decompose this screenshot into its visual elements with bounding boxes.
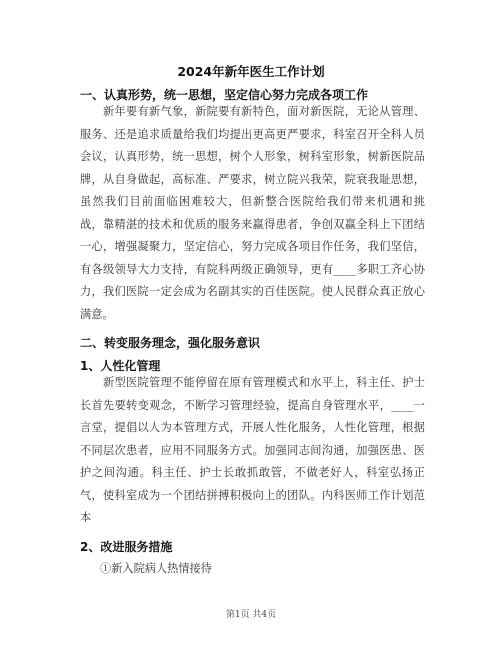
paragraph-line: 长首先要转变观念，不断学习管理经验，提高自身管理水平，____一 [80, 398, 425, 412]
paragraph-line: 护之间沟通。科主任、护士长敢抓敢管，不做老好人，科室弘扬正 [80, 466, 425, 479]
paragraph-line: 言堂，提倡以人为本管理方式，开展人性化服务，人性化管理，根据 [80, 421, 425, 434]
paragraph-line: 力，我们医院一定会成为名副其实的百佳医院。使人民群众真正放心 [80, 285, 425, 298]
paragraph-line: 本 [80, 511, 92, 524]
paragraph-line: 不同层次患者，应用不同服务方式。加强同志间沟通，加强医患、医 [80, 443, 425, 457]
subheading-1: 1、人性化管理 [80, 359, 161, 373]
page-title: 2024年新年医生工作计划 [177, 64, 325, 79]
paragraph-line: 服务、还是追求质量给我们均提出更高更严要求，科室召开全科人员 [80, 127, 425, 141]
paragraph-line: 满意。 [80, 307, 114, 321]
paragraph-line: 战，靠精湛的技术和优质的服务来赢得患者，争创双赢全科上下团结 [80, 217, 425, 231]
subheading-2: 2、改进服务措施 [80, 540, 173, 554]
section-heading-2: 二、转变服务理念，强化服务意识 [80, 336, 261, 350]
paragraph-2 [80, 372, 425, 530]
paragraph-1 [80, 101, 425, 326]
paragraph-line: 气，使科室成为一个团结拼搏积极向上的团队。内科医师工作计划范 [80, 488, 425, 502]
paragraph-line: 牌，从自身做起，高标准、严要求，树立院兴我荣，院衰我耻思想， [80, 172, 425, 186]
section-heading-1: 一、认真形势，统一思想，坚定信心努力完成各项工作 [80, 88, 369, 102]
paragraph-line: 虽然我们目前面临困难较大，但新整合医院给我们带来机遇和挑 [80, 195, 425, 208]
paragraph-line: 新年要有新气象，新院要有新特色，面对新医院，无论从管理、 [80, 105, 425, 118]
paragraph-line: 新型医院管理不能停留在原有管理模式和水平上，科主任、护士 [80, 376, 425, 389]
page-footer: 第1页 共4页 [225, 610, 277, 620]
paragraph-line: 有各级领导大力支持，有院科两级正确领导，更有____多职工齐心协 [80, 262, 425, 276]
list-item: ①新入院病人热情接待 [100, 562, 212, 575]
paragraph-line: 一心，增强凝聚力，坚定信心，努力完成各项目作任务，我们坚信， [80, 240, 425, 253]
paragraph-line: 会议，认真形势，统一思想，树个人形象，树科室形象，树新医院品 [80, 150, 425, 163]
